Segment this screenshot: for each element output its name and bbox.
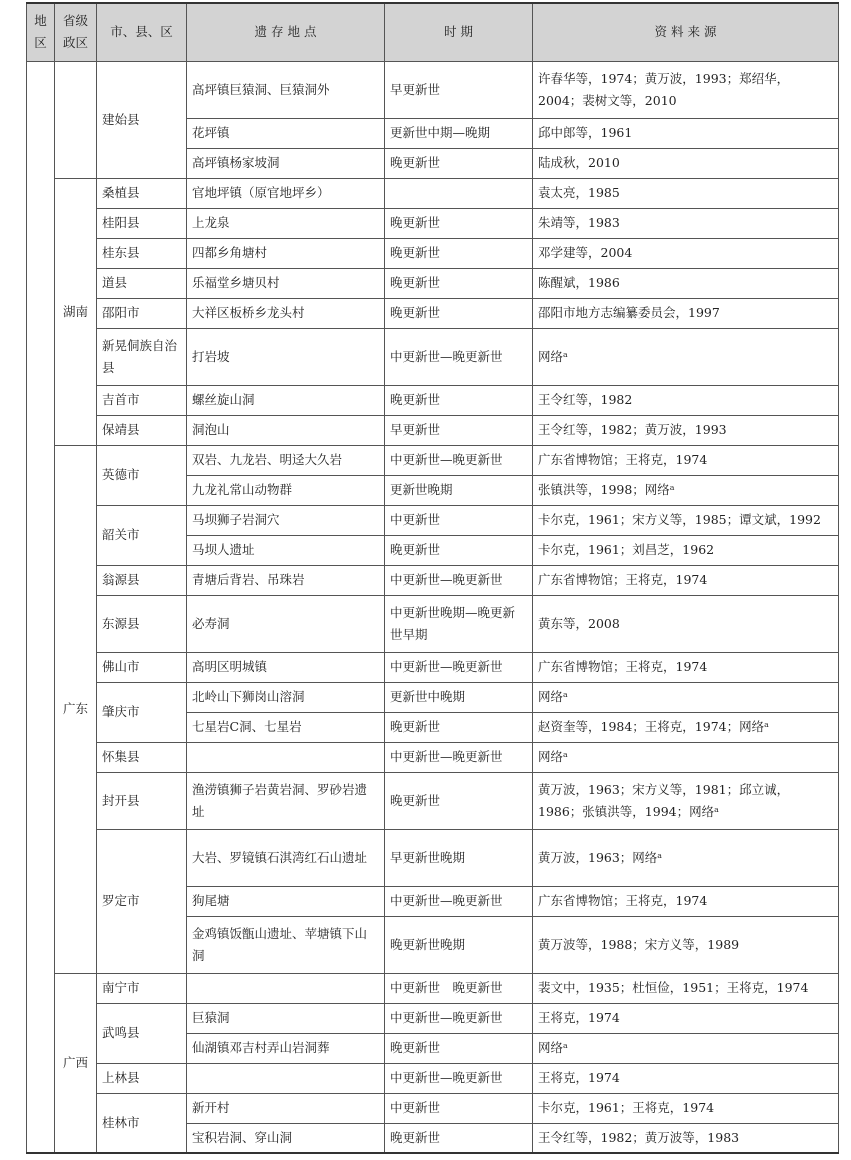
source-cell: 网络ᵃ: [533, 742, 839, 772]
fossil-site-table: [26, 2, 839, 1154]
table-row: [27, 595, 839, 652]
source-cell: 朱靖等，1983: [533, 208, 839, 238]
table-row: [27, 61, 839, 118]
period-cell: 中更新世—晚更新世: [385, 742, 533, 772]
table-row: [27, 1093, 839, 1123]
period-cell: 中更新世: [385, 1093, 533, 1123]
period-cell: 晚更新世: [385, 208, 533, 238]
period-cell: 中更新世—晚更新世: [385, 328, 533, 385]
table-row: [27, 772, 839, 829]
site-cell: [187, 742, 385, 772]
site-cell: 高坪镇巨猿洞、巨猿洞外: [187, 61, 385, 118]
city-cell: 英德市: [97, 445, 187, 505]
header-period: 时 期: [385, 3, 533, 61]
city-cell: 佛山市: [97, 652, 187, 682]
city-cell: 新晃侗族自治县: [97, 328, 187, 385]
site-cell: 九龙礼常山动物群: [187, 475, 385, 505]
source-cell: 袁太亮，1985: [533, 178, 839, 208]
source-cell: 邵阳市地方志编纂委员会，1997: [533, 298, 839, 328]
city-cell: 上林县: [97, 1063, 187, 1093]
city-cell: 肇庆市: [97, 682, 187, 742]
source-cell: 网络ᵃ: [533, 328, 839, 385]
period-cell: 早更新世: [385, 415, 533, 445]
header-province: 省级政区: [55, 3, 97, 61]
period-cell: 晚更新世: [385, 298, 533, 328]
period-cell: 晚更新世: [385, 385, 533, 415]
source-cell: 黄东等，2008: [533, 595, 839, 652]
period-cell: 更新世中期—晚期: [385, 118, 533, 148]
table-row: [27, 1003, 839, 1033]
source-cell: 卡尔克，1961；王将克，1974: [533, 1093, 839, 1123]
period-cell: 中更新世晚期—晚更新世早期: [385, 595, 533, 652]
period-cell: 中更新世—晚更新世: [385, 886, 533, 916]
city-cell: 邵阳市: [97, 298, 187, 328]
site-cell: [187, 973, 385, 1003]
source-cell: 黄万波，1963；网络ᵃ: [533, 829, 839, 886]
period-cell: 早更新世晚期: [385, 829, 533, 886]
table-row: [27, 742, 839, 772]
source-cell: 裴文中，1935；杜恒俭，1951；王将克，1974: [533, 973, 839, 1003]
city-cell: 桂林市: [97, 1093, 187, 1153]
site-cell: 七星岩C洞、七星岩: [187, 712, 385, 742]
city-cell: 南宁市: [97, 973, 187, 1003]
header-site: 遗 存 地 点: [187, 3, 385, 61]
period-cell: 晚更新世: [385, 148, 533, 178]
site-cell: 马坝人遗址: [187, 535, 385, 565]
site-cell: 高明区明城镇: [187, 652, 385, 682]
site-cell: 大祥区板桥乡龙头村: [187, 298, 385, 328]
source-cell: 邱中郎等，1961: [533, 118, 839, 148]
source-cell: 王将克，1974: [533, 1063, 839, 1093]
period-cell: 更新世晚期: [385, 475, 533, 505]
table-row: [27, 385, 839, 415]
province-cell: 广东: [55, 445, 97, 973]
site-cell: 官地坪镇（原官地坪乡）: [187, 178, 385, 208]
species-site-table-page: [26, 2, 838, 1154]
city-cell: 韶关市: [97, 505, 187, 565]
source-cell: 陆成秋，2010: [533, 148, 839, 178]
period-cell: 晚更新世: [385, 268, 533, 298]
site-cell: 四都乡角塘村: [187, 238, 385, 268]
table-row: [27, 829, 839, 886]
site-cell: 螺丝旋山洞: [187, 385, 385, 415]
city-cell: 封开县: [97, 772, 187, 829]
city-cell: 东源县: [97, 595, 187, 652]
period-cell: 中更新世 晚更新世: [385, 973, 533, 1003]
province-cell: [55, 61, 97, 178]
table-row: [27, 505, 839, 535]
source-cell: 网络ᵃ: [533, 682, 839, 712]
province-cell: 广西: [55, 973, 97, 1153]
site-cell: 青塘后背岩、吊珠岩: [187, 565, 385, 595]
city-cell: 罗定市: [97, 829, 187, 973]
site-cell: 打岩坡: [187, 328, 385, 385]
period-cell: 晚更新世: [385, 1033, 533, 1063]
source-cell: 王令红等，1982；黄万波等，1983: [533, 1123, 839, 1153]
source-cell: 网络ᵃ: [533, 1033, 839, 1063]
period-cell: 晚更新世: [385, 772, 533, 829]
site-cell: 北岭山下狮岗山溶洞: [187, 682, 385, 712]
header-region: 地区: [27, 3, 55, 61]
city-cell: 桑植县: [97, 178, 187, 208]
city-cell: 武鸣县: [97, 1003, 187, 1063]
city-cell: 保靖县: [97, 415, 187, 445]
source-cell: 卡尔克，1961；宋方义等，1985；谭文斌，1992: [533, 505, 839, 535]
table-row: [27, 415, 839, 445]
site-cell: 大岩、罗镜镇石淇湾红石山遗址: [187, 829, 385, 886]
table-row: [27, 1063, 839, 1093]
period-cell: 晚更新世晚期: [385, 916, 533, 973]
site-cell: 金鸡镇饭甑山遗址、苹塘镇下山洞: [187, 916, 385, 973]
table-row: [27, 238, 839, 268]
table-row: [27, 208, 839, 238]
source-cell: 邓学建等，2004: [533, 238, 839, 268]
source-cell: 广东省博物馆；王将克，1974: [533, 652, 839, 682]
site-cell: 高坪镇杨家坡洞: [187, 148, 385, 178]
city-cell: 桂东县: [97, 238, 187, 268]
header-county: 市、县、区: [97, 3, 187, 61]
site-cell: 宝积岩洞、穿山洞: [187, 1123, 385, 1153]
period-cell: 中更新世—晚更新世: [385, 1063, 533, 1093]
site-cell: 巨猿洞: [187, 1003, 385, 1033]
source-cell: 赵资奎等，1984；王将克，1974；网络ᵃ: [533, 712, 839, 742]
period-cell: 中更新世—晚更新世: [385, 652, 533, 682]
table-header-row: [27, 3, 839, 61]
table-row: [27, 268, 839, 298]
site-cell: 马坝狮子岩洞穴: [187, 505, 385, 535]
site-cell: 新开村: [187, 1093, 385, 1123]
period-cell: 晚更新世: [385, 535, 533, 565]
period-cell: 更新世中晚期: [385, 682, 533, 712]
period-cell: [385, 178, 533, 208]
period-cell: 中更新世—晚更新世: [385, 565, 533, 595]
source-cell: 广东省博物馆；王将克，1974: [533, 886, 839, 916]
city-cell: 怀集县: [97, 742, 187, 772]
city-cell: 吉首市: [97, 385, 187, 415]
city-cell: 翁源县: [97, 565, 187, 595]
period-cell: 晚更新世: [385, 712, 533, 742]
city-cell: 桂阳县: [97, 208, 187, 238]
source-cell: 许春华等，1974；黄万波，1993；郑绍华，2004；裴树文等，2010: [533, 61, 839, 118]
header-source: 资 料 来 源: [533, 3, 839, 61]
city-cell: 建始县: [97, 61, 187, 178]
table-row: [27, 328, 839, 385]
source-cell: 黄万波等，1988；宋方义等，1989: [533, 916, 839, 973]
source-cell: 卡尔克，1961；刘昌芝，1962: [533, 535, 839, 565]
site-cell: 渔涝镇狮子岩黄岩洞、罗砂岩遗址: [187, 772, 385, 829]
table-row: [27, 445, 839, 475]
region-cell: [27, 61, 55, 1153]
period-cell: 晚更新世: [385, 238, 533, 268]
table-row: [27, 652, 839, 682]
site-cell: 乐福堂乡塘贝村: [187, 268, 385, 298]
table-row: [27, 973, 839, 1003]
source-cell: 王令红等，1982: [533, 385, 839, 415]
period-cell: 早更新世: [385, 61, 533, 118]
source-cell: 黄万波，1963；宋方义等，1981；邱立诚，1986；张镇洪等，1994；网络ᵃ: [533, 772, 839, 829]
site-cell: 上龙泉: [187, 208, 385, 238]
period-cell: 中更新世—晚更新世: [385, 445, 533, 475]
site-cell: 花坪镇: [187, 118, 385, 148]
site-cell: [187, 1063, 385, 1093]
site-cell: 洞泡山: [187, 415, 385, 445]
source-cell: 广东省博物馆；王将克，1974: [533, 445, 839, 475]
period-cell: 晚更新世: [385, 1123, 533, 1153]
table-row: [27, 298, 839, 328]
period-cell: 中更新世—晚更新世: [385, 1003, 533, 1033]
site-cell: 双岩、九龙岩、明迳大久岩: [187, 445, 385, 475]
city-cell: 道县: [97, 268, 187, 298]
source-cell: 陈醒斌，1986: [533, 268, 839, 298]
source-cell: 广东省博物馆；王将克，1974: [533, 565, 839, 595]
table-row: [27, 565, 839, 595]
table-row: [27, 682, 839, 712]
source-cell: 王令红等，1982；黄万波，1993: [533, 415, 839, 445]
table-row: [27, 178, 839, 208]
province-cell: 湖南: [55, 178, 97, 445]
period-cell: 中更新世: [385, 505, 533, 535]
source-cell: 王将克，1974: [533, 1003, 839, 1033]
source-cell: 张镇洪等，1998；网络ᵃ: [533, 475, 839, 505]
site-cell: 仙湖镇邓吉村弄山岩洞葬: [187, 1033, 385, 1063]
site-cell: 狗尾塘: [187, 886, 385, 916]
site-cell: 必寿洞: [187, 595, 385, 652]
